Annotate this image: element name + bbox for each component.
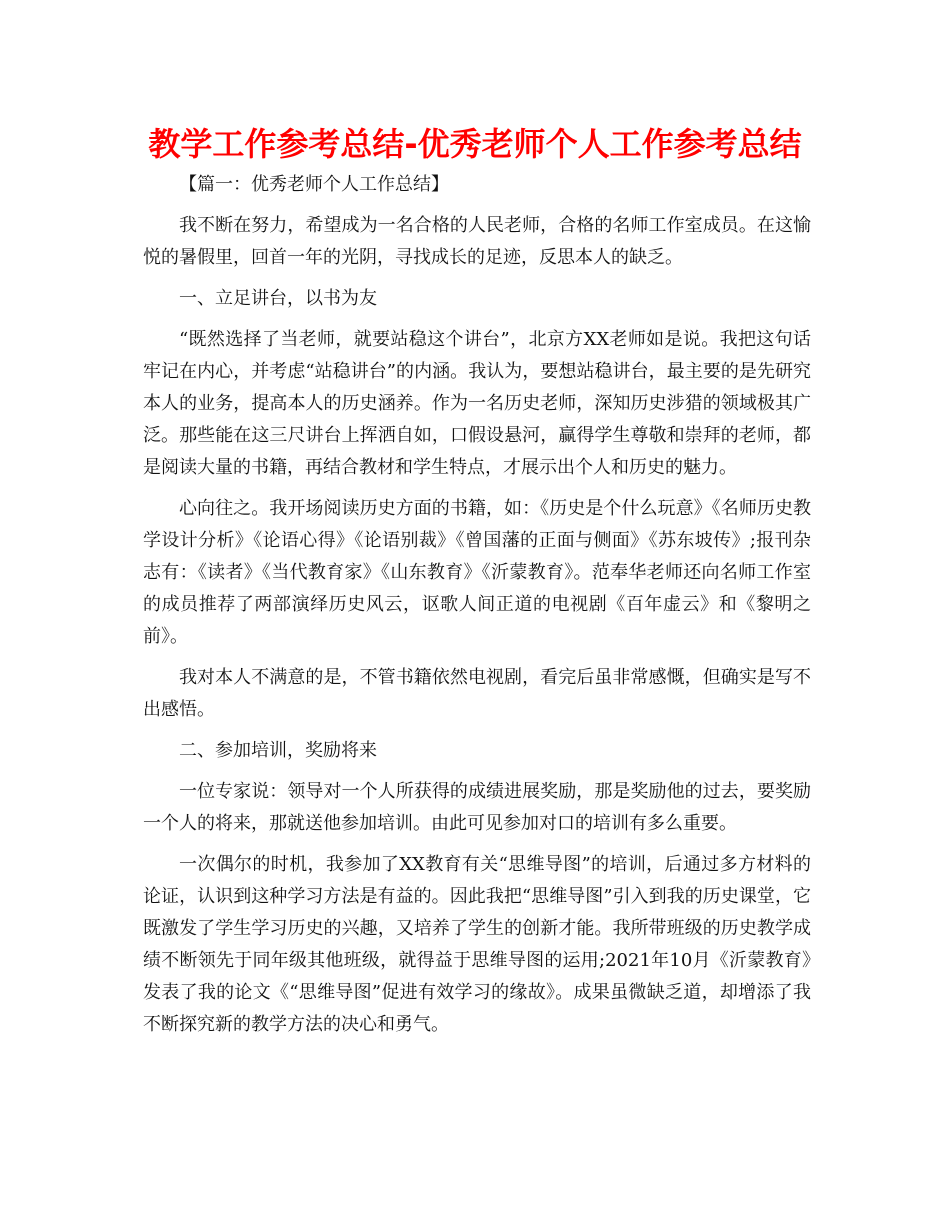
- document-body: [143, 169, 811, 1050]
- paragraph: 一次偶尔的时机，我参加了XX教育有关“思维导图”的培训，后通过多方材料的论证，认识到这种学习方法是有益的。因此我把“思维导图”引入到我的历史课堂，它既激发了学生学习历史的兴趣，又培养了学生的创新才能。我所带班级的历史教学成绩不断领先于同年级其他班级，就得益于思维导图的运用;2021年10月《沂蒙教育》发表了我的论文《“思维导图”促进有效学习的缘故》。成果虽微缺乏道，却增添了我不断探究新的教学方法的决心和勇气。: [143, 854, 811, 1035]
- document-title: 教学工作参考总结-优秀老师个人工作参考总结: [148, 125, 802, 163]
- paragraph: 心向往之。我开场阅读历史方面的书籍，如：《历史是个什么玩意》《名师历史教学设计分析》《论语心得》《论语别裁》《曾国藩的正面与侧面》《苏东坡传》;报刊杂志有：《读者》《当代教育家》《山东教育》《沂蒙教育》。范奉华老师还向名师工作室的成员推荐了两部演绎历史风云，讴歌人间正道的电视剧《百年虚云》和《黎明之前》。: [143, 498, 811, 647]
- paragraph: 我对本人不满意的是，不管书籍依然电视剧，看完后虽非常感慨，但确实是写不出感悟。: [143, 667, 811, 720]
- subheading: 一、立足讲台，以书为友: [179, 288, 377, 309]
- paragraph: 我不断在努力，希望成为一名合格的人民老师，合格的名师工作室成员。在这愉悦的暑假里，回首一年的光阴，寻找成长的足迹，反思本人的缺乏。: [143, 215, 811, 268]
- subheading: 二、参加培训，奖励将来: [179, 740, 377, 761]
- section-heading: 【篇一：优秀老师个人工作总结】: [179, 174, 449, 195]
- paragraph: 一位专家说：领导对一个人所获得的成绩进展奖励，那是奖励他的过去，要奖励一个人的将来，那就送他参加培训。由此可见参加对口的培训有多么重要。: [143, 781, 811, 834]
- paragraph: “既然选择了当老师，就要站稳这个讲台”，北京方XX老师如是说。我把这句话牢记在内心，并考虑“站稳讲台”的内涵。我认为，要想站稳讲台，最主要的是先研究本人的业务，提高本人的历史涵养。作为一名历史老师，深知历史涉猎的领域极其广泛。那些能在这三尺讲台上挥洒自如，口假设悬河，赢得学生尊敬和崇拜的老师，都是阅读大量的书籍，再结合教材和学生特点，才展示出个人和历史的魅力。: [143, 329, 811, 478]
